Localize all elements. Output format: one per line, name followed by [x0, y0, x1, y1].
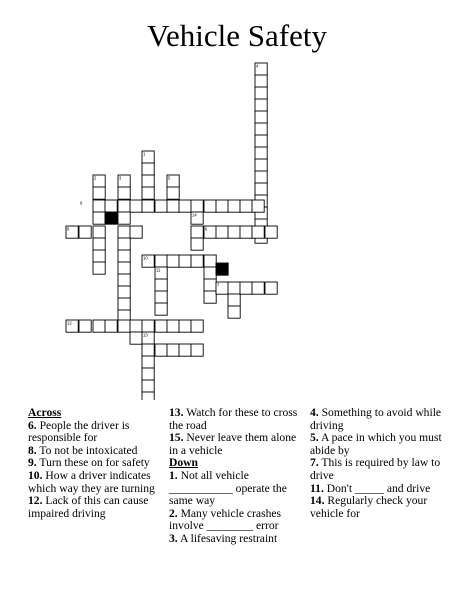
- cell-number: 5: [168, 175, 171, 181]
- grid-cell[interactable]: [155, 303, 167, 315]
- grid-cell[interactable]: [191, 226, 203, 238]
- grid-cell[interactable]: [167, 320, 179, 332]
- clue-number: 7.: [310, 456, 319, 470]
- clue-text: Turn these on for safety: [36, 456, 150, 470]
- grid-cell[interactable]: [118, 212, 130, 224]
- grid-cell[interactable]: [118, 200, 130, 212]
- clue-number: 5.: [310, 431, 319, 445]
- grid-cell[interactable]: [228, 306, 240, 318]
- grid-cell[interactable]: [191, 238, 203, 250]
- grid-cell[interactable]: [93, 262, 105, 274]
- grid-cell[interactable]: [255, 75, 267, 87]
- clue-item: [310, 432, 445, 457]
- grid-cell[interactable]: [142, 344, 154, 356]
- grid-cell[interactable]: [130, 320, 142, 332]
- grid-cell[interactable]: [118, 238, 130, 250]
- clue-text: People the driver is responsible for: [28, 418, 130, 445]
- grid-cell[interactable]: [204, 255, 216, 267]
- grid-cell[interactable]: [240, 226, 252, 238]
- grid-cell[interactable]: [142, 175, 154, 187]
- clue-item: [310, 407, 445, 432]
- grid-cell[interactable]: [142, 356, 154, 368]
- clue-number: 1.: [169, 468, 178, 482]
- cell-number: 3: [119, 175, 122, 181]
- black-cell: [216, 263, 228, 275]
- clue-number: 14.: [310, 494, 325, 508]
- clue-item: [169, 533, 307, 546]
- grid-cell[interactable]: [240, 200, 252, 212]
- clue-text: Something to avoid while driving: [310, 406, 442, 432]
- clue-text: Not all vehicle ___________ operate the same way: [169, 468, 287, 508]
- cell-number: 9: [80, 200, 83, 206]
- grid-cell[interactable]: [216, 200, 228, 212]
- clue-number: 15.: [169, 431, 184, 445]
- grid-cell[interactable]: [155, 344, 167, 356]
- clue-text: How a driver indicates which way they are turning: [28, 468, 155, 495]
- grid-cell[interactable]: [167, 187, 179, 199]
- grid-cell[interactable]: [118, 250, 130, 262]
- grid-cell[interactable]: [93, 250, 105, 262]
- clue-number: 12.: [28, 494, 43, 508]
- cell-number: 2: [94, 175, 97, 181]
- grid-cell[interactable]: [255, 171, 267, 183]
- grid-cell[interactable]: [179, 255, 191, 267]
- grid-cell[interactable]: [155, 279, 167, 291]
- across-clues: [28, 407, 163, 520]
- grid-cell[interactable]: [155, 320, 167, 332]
- cell-number: 12: [67, 320, 72, 326]
- grid-cell[interactable]: [265, 282, 277, 294]
- grid-cell[interactable]: [142, 163, 154, 175]
- clue-text: Many vehicle crashes involve ________ error: [169, 506, 282, 533]
- grid-cell[interactable]: [118, 286, 130, 298]
- grid-cell[interactable]: [204, 279, 216, 291]
- clue-item: [169, 470, 307, 508]
- grid-cell[interactable]: [93, 187, 105, 199]
- cell-number: 14: [192, 212, 197, 218]
- grid-cell[interactable]: [191, 200, 203, 212]
- puzzle-title: Vehicle Safety: [147, 18, 327, 53]
- grid-cell[interactable]: [142, 368, 154, 380]
- clue-text: This is required by law to drive: [310, 456, 441, 482]
- grid-cell[interactable]: [155, 255, 167, 267]
- grid-cell[interactable]: [167, 200, 179, 212]
- clue-number: 2.: [169, 506, 178, 520]
- clue-text: Regularly check your vehicle for: [310, 494, 428, 520]
- right-clues: [310, 407, 445, 520]
- clue-number: 4.: [310, 406, 319, 419]
- grid-cell[interactable]: [142, 392, 154, 400]
- clue-item: [169, 432, 307, 457]
- grid-cell[interactable]: [179, 344, 191, 356]
- cell-number: 7: [217, 282, 220, 288]
- grid-cell[interactable]: [93, 226, 105, 238]
- grid-cell[interactable]: [79, 226, 91, 238]
- grid-cell[interactable]: [255, 123, 267, 135]
- clue-text: A lifesaving restraint: [177, 531, 278, 545]
- cell-number: 6: [205, 226, 208, 232]
- clue-number: 8.: [28, 443, 37, 457]
- grid-cell[interactable]: [167, 255, 179, 267]
- clue-item: [169, 407, 307, 432]
- grid-cell[interactable]: [252, 282, 264, 294]
- grid-cell[interactable]: [130, 226, 142, 238]
- grid-cell[interactable]: [255, 147, 267, 159]
- grid-cell[interactable]: [228, 282, 240, 294]
- grid-cell[interactable]: [255, 111, 267, 123]
- grid-cell[interactable]: [252, 200, 264, 212]
- grid-cell[interactable]: [93, 212, 105, 224]
- clue-number: 6.: [28, 418, 37, 432]
- clue-number: 3.: [169, 531, 178, 545]
- cell-number: 4: [256, 63, 259, 69]
- grid-cell[interactable]: [204, 267, 216, 279]
- clue-item: [169, 508, 307, 533]
- cell-number: 1: [143, 151, 146, 157]
- grid-cell[interactable]: [191, 344, 203, 356]
- clue-text: Lack of this can cause impaired driving: [28, 494, 149, 520]
- grid-cell[interactable]: [204, 200, 216, 212]
- clue-number: 9.: [28, 456, 37, 470]
- grid-cell[interactable]: [252, 226, 264, 238]
- grid-cell[interactable]: [155, 200, 167, 212]
- grid-cell[interactable]: [93, 320, 105, 332]
- grid-cell[interactable]: [105, 200, 117, 212]
- grid-cell[interactable]: [93, 200, 105, 212]
- cell-number: 11: [156, 267, 161, 273]
- middle-clues: [169, 407, 307, 546]
- grid-cell[interactable]: [216, 226, 228, 238]
- grid-cell[interactable]: [255, 159, 267, 171]
- grid-cell[interactable]: [179, 200, 191, 212]
- grid-cell[interactable]: [179, 320, 191, 332]
- grid-cell[interactable]: [118, 320, 130, 332]
- cell-number: 8: [67, 226, 70, 232]
- grid-cell[interactable]: [79, 320, 91, 332]
- grid-cell[interactable]: [228, 200, 240, 212]
- across-heading: Across: [28, 406, 62, 419]
- grid-cell[interactable]: [105, 320, 117, 332]
- clue-text: Never leave them alone in a vehicle: [169, 431, 297, 457]
- clue-text: Watch for these to cross the road: [169, 406, 298, 432]
- grid-cell[interactable]: [118, 187, 130, 199]
- clue-item: [28, 495, 163, 520]
- grid-cell[interactable]: [142, 380, 154, 392]
- grid-cell[interactable]: [130, 200, 142, 212]
- grid-cell[interactable]: [265, 226, 277, 238]
- grid-cell[interactable]: [142, 320, 154, 332]
- clue-item: [310, 457, 445, 482]
- grid-cell[interactable]: [255, 135, 267, 147]
- black-cell: [105, 212, 117, 224]
- grid-cell[interactable]: [142, 200, 154, 212]
- grid-cell[interactable]: [155, 291, 167, 303]
- down-heading: Down: [169, 456, 198, 470]
- clue-number: 11.: [310, 481, 324, 495]
- grid-cell[interactable]: [228, 226, 240, 238]
- clue-item: [28, 470, 163, 495]
- grid-cell[interactable]: [118, 274, 130, 286]
- grid-cell[interactable]: [204, 291, 216, 303]
- grid-cell[interactable]: [255, 99, 267, 111]
- grid-cell[interactable]: [191, 255, 203, 267]
- cell-number: 13: [143, 332, 148, 338]
- grid-cell[interactable]: [167, 344, 179, 356]
- clue-text: To not be intoxicated: [36, 443, 138, 457]
- grid-cell[interactable]: [191, 320, 203, 332]
- grid-cell[interactable]: [255, 183, 267, 195]
- clue-text: Don't _____ and drive: [323, 481, 431, 495]
- clue-item: [310, 495, 445, 520]
- clue-item: [28, 420, 163, 445]
- clue-number: 13.: [169, 406, 184, 419]
- grid-cell[interactable]: [93, 238, 105, 250]
- grid-cell[interactable]: [118, 226, 130, 238]
- grid-cell[interactable]: [240, 282, 252, 294]
- grid-cell[interactable]: [142, 187, 154, 199]
- grid-cell[interactable]: [228, 294, 240, 306]
- grid-cell[interactable]: [255, 87, 267, 99]
- grid-cell[interactable]: [130, 332, 142, 344]
- grid-cell[interactable]: [118, 262, 130, 274]
- grid-cell[interactable]: [118, 298, 130, 310]
- cell-number: 10: [143, 255, 148, 261]
- clue-text: A pace in which you must abide by: [310, 431, 442, 457]
- clue-number: 10.: [28, 468, 43, 482]
